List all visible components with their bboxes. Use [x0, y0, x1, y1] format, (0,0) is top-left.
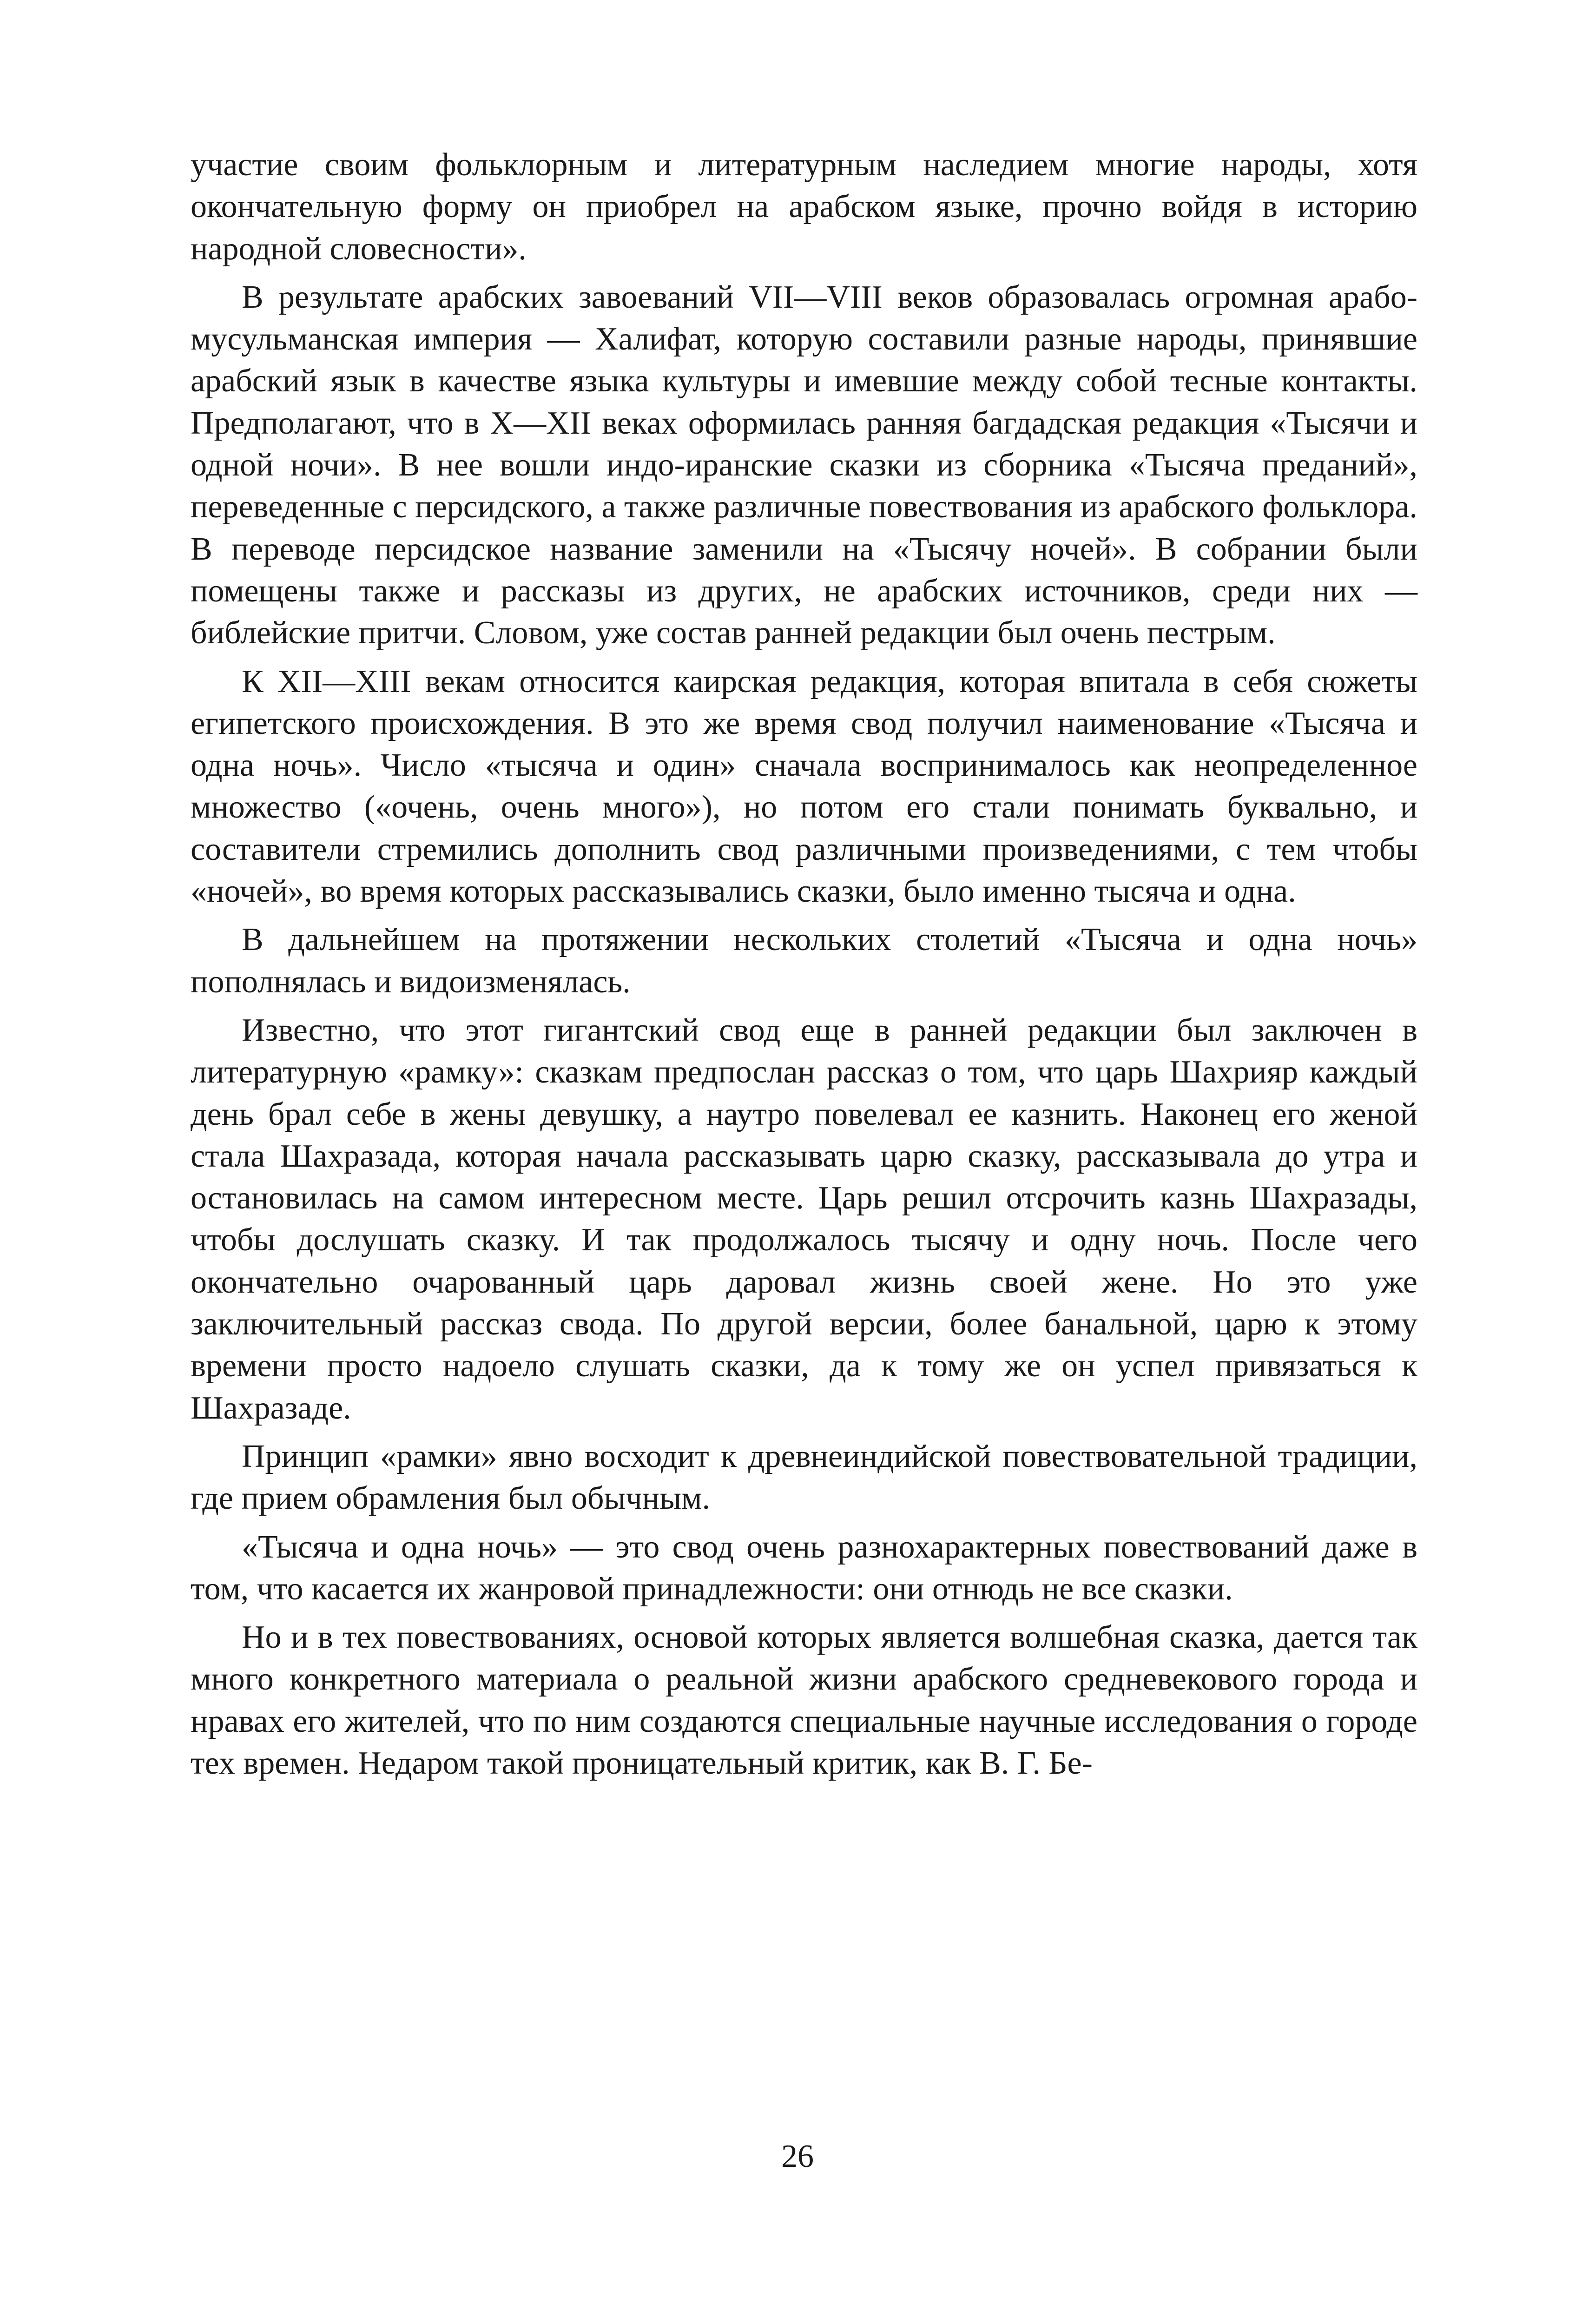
- page-number: 26: [781, 2139, 814, 2174]
- paragraph-1: участие своим фольклорным и литературным наследием многие народы, хотя окончательную форму он приобрел на арабском языке, прочно войдя в историю народной словесности».: [191, 147, 1417, 267]
- paragraph-8: Но и в тех повествованиях, основой которых является волшебная сказка, дается так много конкретного материала о реальной жизни арабского средневекового города и нравах его жителей, что по ним создаются специальные научные исследования о городе тех времен. Недаром такой проницательный критик, как В. Г. Бе-: [191, 1619, 1417, 1781]
- paragraph-7: «Тысяча и одна ночь» — это свод очень разнохарактерных повествований даже в том, что касается их жанровой принадлежности: они отнюдь не все сказки.: [191, 1529, 1417, 1607]
- paragraph-4: В дальнейшем на протяжении нескольких столетий «Тысяча и одна ночь» пополнялась и видоизменялась.: [191, 922, 1417, 1000]
- paragraph-3: К XII—XIII векам относится каирская редакция, которая впитала в себя сюжеты египетского происхождения. В это же время свод получил наименование «Тысяча и одна ночь». Число «тысяча и один» сначала воспринималось как неопределенное множество («очень, очень много»), но потом его стали понимать буквально, и составители стремились дополнить свод различными произведениями, с тем чтобы «ночей», во время которых рассказывались сказки, было именно тысяча и одна.: [191, 663, 1417, 910]
- paragraph-6: Принцип «рамки» явно восходит к древнеиндийской повествовательной традиции, где прием обрамления был обычным.: [191, 1438, 1417, 1517]
- paragraph-2: В результате арабских завоеваний VII—VIII веков образовалась огромная арабо-мусульманская империя — Халифат, которую составили разные народы, принявшие арабский язык в качестве языка культуры и имевшие между собой тесные контакты. Предполагают, что в X—XII веках оформилась ранняя багдадская редакция «Тысячи и одной ночи». В нее вошли индо-иранские сказки из сборника «Тысяча преданий», переведенные с персидского, а также различные повествования из арабского фольклора. В переводе персидское название заменили на «Тысячу ночей». В собрании были помещены также и рассказы из других, не арабских источников, среди них — библейские притчи. Словом, уже состав ранней редакции был очень пестрым.: [191, 279, 1417, 651]
- paragraph-5: Известно, что этот гигантский свод еще в ранней редакции был заключен в литературную «рамку»: сказкам предпослан рассказ о том, что царь Шахрияр каждый день брал себе в жены девушку, а наутро повелевал ее казнить. Наконец его женой стала Шахразада, которая начала рассказывать царю сказку, рассказывала до утра и остановилась на самом интересном месте. Царь решил отсрочить казнь Шахразады, чтобы дослушать сказку. И так продолжалось тысячу и одну ночь. После чего окончательно очарованный царь даровал жизнь своей жене. Но это уже заключительный рассказ свода. По другой версии, более банальной, царю к этому времени просто надоело слушать сказки, да к тому же он успел привязаться к Шахразаде.: [191, 1012, 1417, 1426]
- page-body: [191, 144, 1417, 1784]
